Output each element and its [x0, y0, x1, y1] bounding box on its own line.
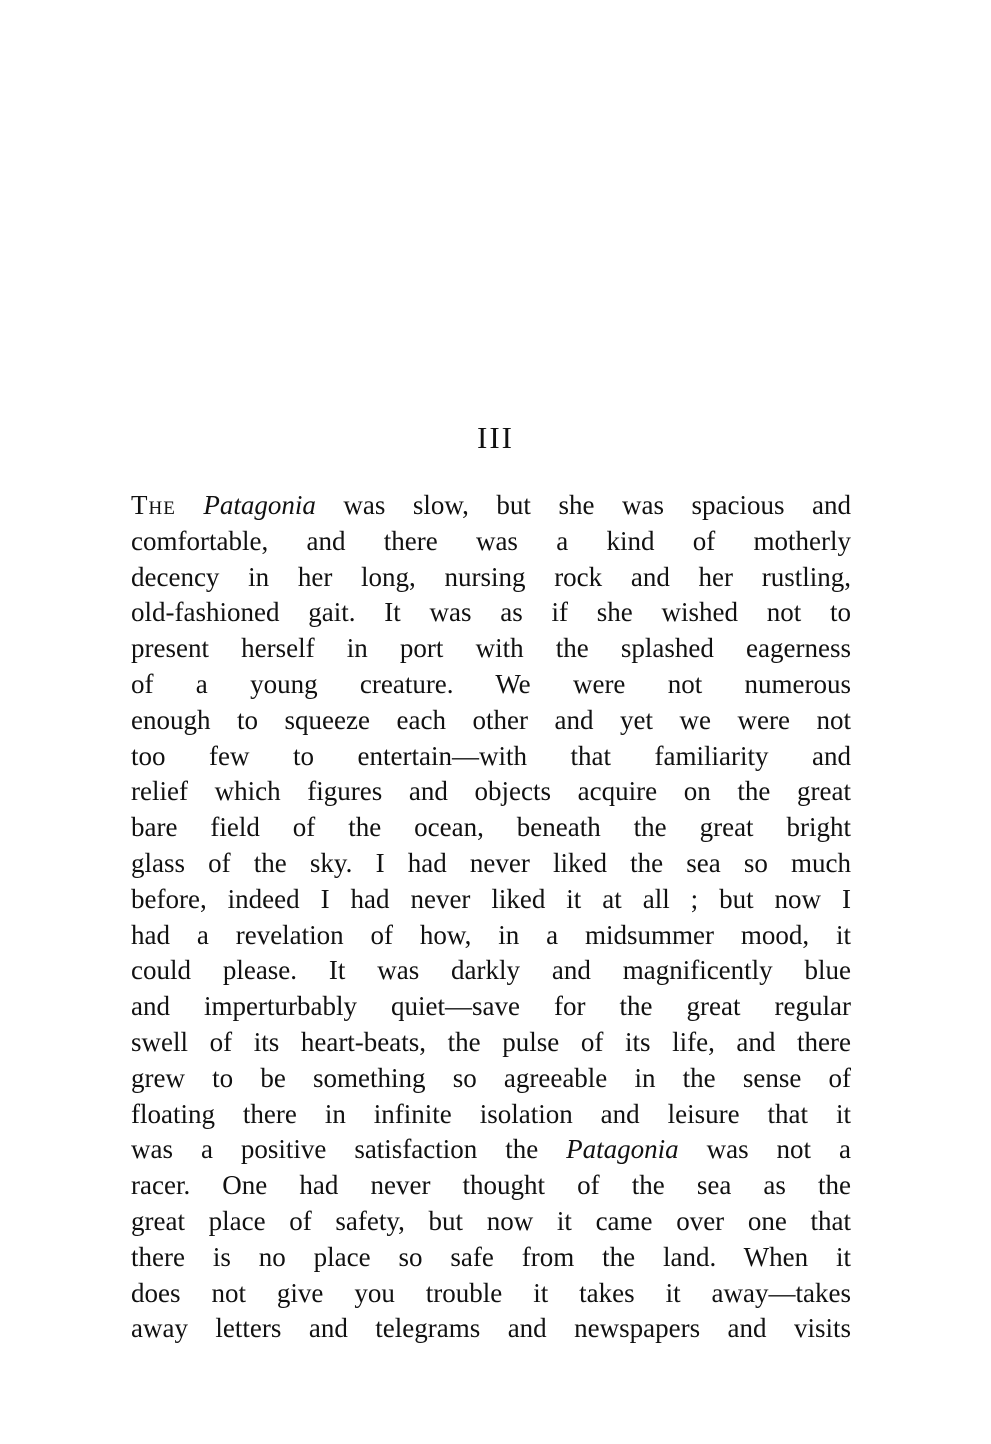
- text-line: [131, 739, 851, 775]
- text-line: [131, 918, 851, 954]
- text-segment: was not a: [678, 1134, 851, 1165]
- text-line: [131, 810, 851, 846]
- text-segment: away letters and telegrams and newspapers and visits: [131, 1313, 851, 1344]
- text-line: [131, 846, 851, 882]
- text-segment: could please. It was darkly and magnificently blue: [131, 955, 851, 986]
- text-segment: grew to be something so agreeable in the sense of: [131, 1062, 851, 1093]
- text-line: [131, 953, 851, 989]
- text-segment: had a revelation of how, in a midsummer mood, it: [131, 919, 851, 950]
- text-line: [131, 631, 851, 667]
- text-line: [131, 1132, 851, 1168]
- ship-name: Patagonia: [566, 1134, 679, 1165]
- text-line: [131, 774, 851, 810]
- text-line: [131, 989, 851, 1025]
- text-segment: too few to entertain—with that familiarity and: [131, 740, 851, 771]
- text-segment: decency in her long, nursing rock and her rustling,: [131, 561, 851, 592]
- text-line: [131, 524, 851, 560]
- text-segment: bare field of the ocean, beneath the great bright: [131, 812, 851, 843]
- text-segment: there is no place so safe from the land. When it: [131, 1241, 851, 1272]
- text-line: [131, 1311, 851, 1347]
- text-segment: glass of the sky. I had never liked the sea so much: [131, 847, 851, 878]
- text-line: [131, 1240, 851, 1276]
- text-segment: swell of its heart-beats, the pulse of its life, and there: [131, 1026, 851, 1057]
- text-segment: present herself in port with the splashed eagerness: [131, 633, 851, 664]
- text-segment: racer. One had never thought of the sea as the: [131, 1170, 851, 1201]
- text-segment: does not give you trouble it takes it away—takes: [131, 1277, 851, 1308]
- chapter-number: III: [477, 420, 514, 455]
- text-segment: floating there in infinite isolation and leisure that it: [131, 1098, 851, 1129]
- text-line: [131, 1061, 851, 1097]
- text-segment: was a positive satisfaction the: [131, 1134, 567, 1165]
- text-segment: before, indeed I had never liked it at all ; but now I: [131, 883, 851, 914]
- opening-word: The: [131, 490, 176, 520]
- text-segment: was slow, but she was spacious and: [315, 490, 851, 520]
- ship-name: Patagonia: [203, 490, 316, 520]
- text-segment: of a young creature. We were not numerous: [131, 668, 851, 699]
- text-line: [131, 1168, 851, 1204]
- text-line: [131, 560, 851, 596]
- text-segment: enough to squeeze each other and yet we were not: [131, 704, 851, 735]
- text-segment: old-fashioned gait. It was as if she wished not to: [131, 597, 851, 628]
- text-line: [131, 488, 851, 524]
- text-segment: great place of safety, but now it came over one that: [131, 1205, 851, 1236]
- text-line: [131, 1204, 851, 1240]
- text-segment: comfortable, and there was a kind of motherly: [131, 525, 851, 556]
- text-line: [131, 1025, 851, 1061]
- text-line: [131, 595, 851, 631]
- text-line: [131, 882, 851, 918]
- text-segment: and imperturbably quiet—save for the great regular: [131, 991, 851, 1022]
- text-line: [131, 667, 851, 703]
- text-line: [131, 1097, 851, 1133]
- text-line: [131, 1276, 851, 1312]
- chapter-paragraph: [131, 488, 851, 1347]
- text-line: [131, 703, 851, 739]
- text-segment: relief which figures and objects acquire on the great: [131, 776, 851, 807]
